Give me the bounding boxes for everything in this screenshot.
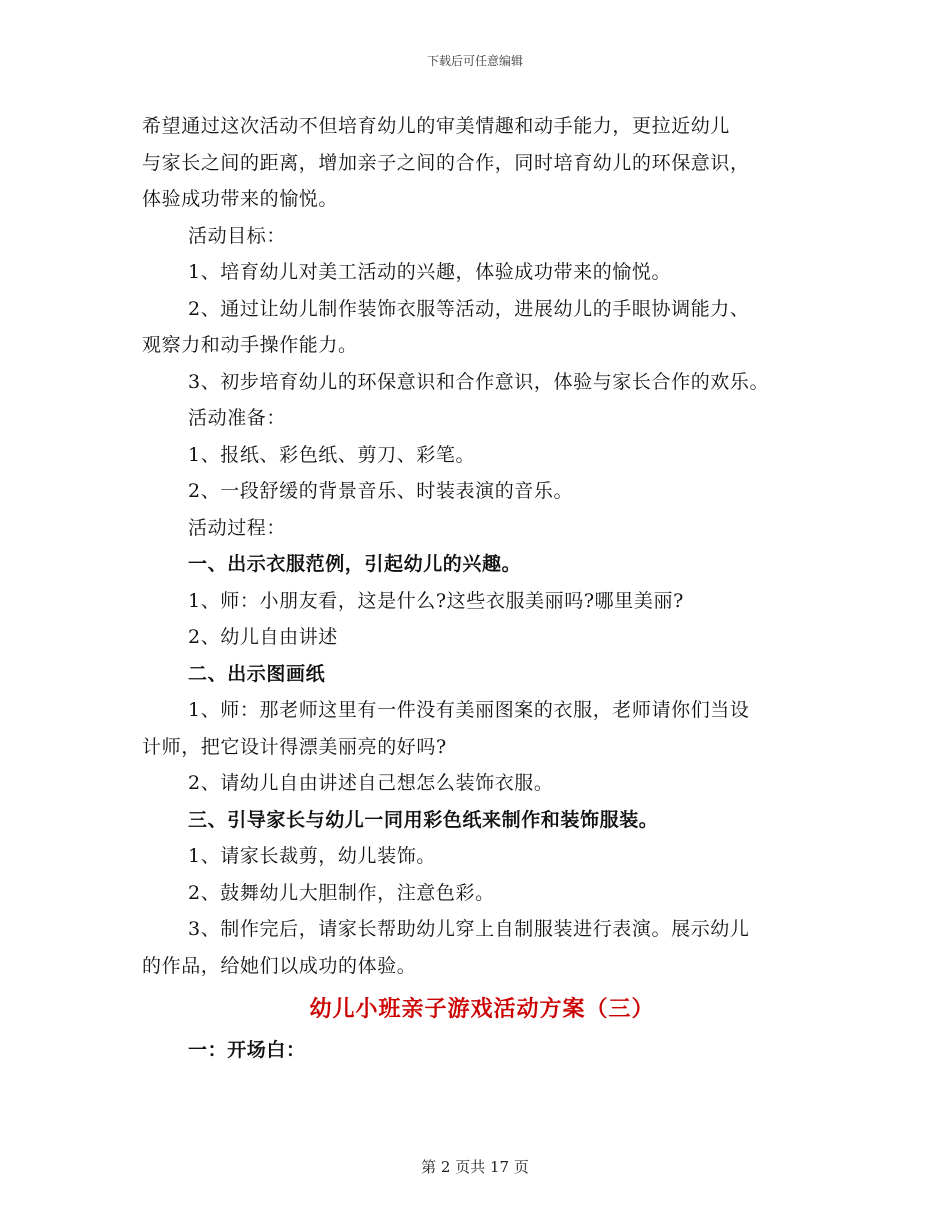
text-line: 1、请家长裁剪，幼儿装饰。: [188, 845, 436, 867]
text-line: 1、师：小朋友看，这是什么?这些衣服美丽吗?哪里美丽?: [188, 589, 684, 612]
text-line: 活动目标：: [188, 224, 287, 247]
text-line: 与家长之间的距离，增加亲子之间的合作，同时培育幼儿的环保意识，: [142, 151, 750, 174]
text-line: 1、培育幼儿对美工活动的兴趣，体验成功带来的愉悦。: [188, 261, 672, 283]
text-line: 活动过程：: [188, 516, 287, 539]
opening-heading: 一：开场白：: [188, 1039, 306, 1061]
section-heading: 三、引导家长与幼儿一同用彩色纸来制作和装饰服装。: [188, 808, 659, 831]
page-header: 下载后可任意编辑: [426, 54, 523, 68]
text-line: 计师，把它设计得漂美丽亮的好吗?: [142, 735, 447, 758]
text-line: 2、一段舒缓的背景音乐、时装表演的音乐。: [188, 480, 574, 502]
text-line: 2、鼓舞幼儿大胆制作，注意色彩。: [188, 881, 495, 904]
text-line: 希望通过这次活动不但培育幼儿的审美情趣和动手能力，更拉近幼儿: [142, 115, 731, 137]
paragraph-lines: [142, 108, 822, 984]
text-line: 活动准备：: [188, 407, 287, 429]
section-heading: 二、出示图画纸: [188, 662, 326, 685]
text-line: 2、幼儿自由讲述: [188, 626, 338, 648]
section-heading: 一、出示衣服范例，引起幼儿的兴趣。: [188, 553, 522, 575]
text-line: 的作品，给她们以成功的体验。: [142, 954, 417, 977]
section-title: 幼儿小班亲子游戏活动方案（三）: [309, 996, 655, 1022]
text-line: 1、师：那老师这里有一件没有美丽图案的衣服，老师请你们当设: [188, 699, 750, 721]
page-footer: 第 2 页共 17 页: [421, 1158, 529, 1176]
text-line: 3、初步培育幼儿的环保意识和合作意识，体验与家长合作的欢乐。: [188, 370, 770, 393]
text-line: 3、制作完后，请家长帮助幼儿穿上自制服装进行表演。展示幼儿: [188, 918, 750, 940]
text-line: 1、报纸、彩色纸、剪刀、彩笔。: [188, 443, 476, 466]
document-body: [142, 108, 822, 1069]
text-line: 2、通过让幼儿制作装饰衣服等活动，进展幼儿的手眼协调能力、: [188, 297, 750, 320]
text-line: 体验成功带来的愉悦。: [142, 188, 339, 210]
text-line: 2、请幼儿自由讲述自己想怎么装饰衣服。: [188, 772, 554, 794]
text-line: 观察力和动手操作能力。: [142, 334, 358, 356]
